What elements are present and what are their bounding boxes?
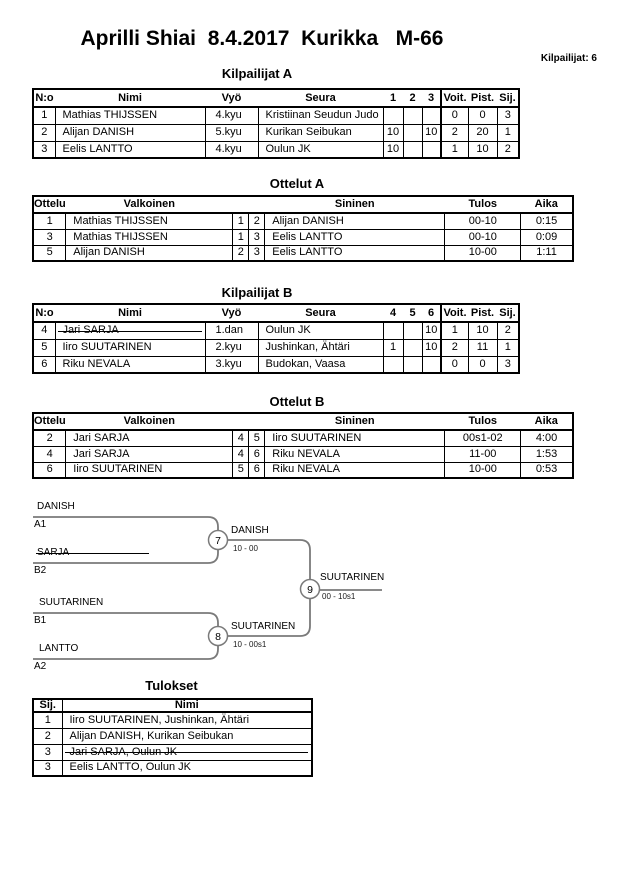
col-3: 3 <box>422 89 441 107</box>
white-name: Jari SARJA <box>66 446 233 462</box>
result-cell <box>383 322 403 339</box>
result-place: 3 <box>33 760 62 776</box>
table-row <box>33 446 573 462</box>
result-cell: 10 <box>422 124 441 141</box>
match-result: 00s1-02 <box>445 430 521 446</box>
result-cell <box>403 107 422 124</box>
competitor-belt: 4.kyu <box>205 141 258 158</box>
col-place: Sij. <box>497 304 519 322</box>
competitor-name: Eelis LANTTO <box>55 141 205 158</box>
competitor-no: 5 <box>33 339 55 356</box>
table-row <box>33 430 573 446</box>
col-name: Nimi <box>55 304 205 322</box>
blue-name: Iiro SUUTARINEN <box>265 430 445 446</box>
competitor-name: Mathias THIJSSEN <box>55 107 205 124</box>
table-row <box>33 462 573 478</box>
result-cell <box>403 339 422 356</box>
match-no: 2 <box>33 430 66 446</box>
col-club: Seura <box>258 304 383 322</box>
col-2: 2 <box>403 89 422 107</box>
results-header-row <box>33 699 312 712</box>
result-cell <box>422 356 441 373</box>
match-time: 0:53 <box>521 462 573 478</box>
col-6: 6 <box>422 304 441 322</box>
result-place: 2 <box>33 728 62 744</box>
wins-cell: 1 <box>441 141 468 158</box>
competitor-name: Riku NEVALA <box>55 356 205 373</box>
white-name: Mathias THIJSSEN <box>66 229 233 245</box>
white-no: 4 <box>233 430 249 446</box>
table-row <box>33 124 519 141</box>
pool-b-table <box>32 303 520 374</box>
competitors-count: Kilpailijat: 6 <box>540 53 597 64</box>
result-name: Alijan DANISH, Kurikan Seibukan <box>62 728 312 744</box>
col-name: Nimi <box>62 699 312 712</box>
result-cell <box>422 107 441 124</box>
blue-name: Eelis LANTTO <box>265 229 445 245</box>
col-points: Pist. <box>468 304 497 322</box>
blue-name: Riku NEVALA <box>265 446 445 462</box>
col-points: Pist. <box>468 89 497 107</box>
match-result: 00-10 <box>445 229 521 245</box>
col-belt: Vyö <box>205 304 258 322</box>
points-cell: 20 <box>468 124 497 141</box>
white-no: 1 <box>233 229 249 245</box>
place-cell: 2 <box>497 141 519 158</box>
blue-no: 3 <box>249 245 265 261</box>
white-name: Alijan DANISH <box>66 245 233 261</box>
bracket-winner-sf1: DANISH <box>231 525 269 536</box>
result-cell: 10 <box>383 124 403 141</box>
bracket-seed-name-struck: SARJA <box>37 547 630 558</box>
competitor-name: Iiro SUUTARINEN <box>55 339 205 356</box>
place-cell: 2 <box>497 322 519 339</box>
col-white-no <box>233 196 249 213</box>
white-name: Jari SARJA <box>66 430 233 446</box>
competitor-club: Oulun JK <box>258 322 383 339</box>
table-row <box>33 339 519 356</box>
white-name: Mathias THIJSSEN <box>66 213 233 229</box>
section-heading-pool-b: Kilpailijat B <box>221 285 293 300</box>
match-number: 9 <box>307 584 313 596</box>
match-time: 1:53 <box>521 446 573 462</box>
match-no: 1 <box>33 213 66 229</box>
match-no: 3 <box>33 229 66 245</box>
col-time: Aika <box>521 413 573 430</box>
table-row <box>33 213 573 229</box>
table-row <box>33 744 312 760</box>
points-cell: 10 <box>468 322 497 339</box>
result-cell: 10 <box>422 339 441 356</box>
white-no: 1 <box>233 213 249 229</box>
points-cell: 0 <box>468 107 497 124</box>
result-cell <box>403 356 422 373</box>
match-time: 0:15 <box>521 213 573 229</box>
match-number: 7 <box>215 535 221 547</box>
result-name-struck: Jari SARJA, Oulun JK <box>62 744 312 760</box>
blue-name: Alijan DANISH <box>265 213 445 229</box>
section-heading-matches-b: Ottelut B <box>269 394 325 409</box>
result-name: Iiro SUUTARINEN, Jushinkan, Ähtäri <box>62 712 312 728</box>
final-bracket-diagram <box>0 495 630 680</box>
table-row <box>33 229 573 245</box>
table-row <box>33 712 312 728</box>
match-no: 5 <box>33 245 66 261</box>
result-cell: 10 <box>422 322 441 339</box>
result-place: 3 <box>33 744 62 760</box>
bracket-seed-slot: A2 <box>34 661 47 672</box>
bracket-score-final: 00 - 10s1 <box>322 592 356 601</box>
col-club: Seura <box>258 89 383 107</box>
wins-cell: 1 <box>441 322 468 339</box>
blue-no: 2 <box>249 213 265 229</box>
section-heading-matches-a: Ottelut A <box>269 176 325 191</box>
competitor-belt: 4.kyu <box>205 107 258 124</box>
table-row <box>33 107 519 124</box>
match-time: 1:11 <box>521 245 573 261</box>
table-row <box>33 356 519 373</box>
col-time: Aika <box>521 196 573 213</box>
result-cell <box>403 322 422 339</box>
match-result: 10-00 <box>445 245 521 261</box>
result-cell <box>403 124 422 141</box>
points-cell: 10 <box>468 141 497 158</box>
matches-b-table <box>32 412 574 479</box>
col-name: Nimi <box>55 89 205 107</box>
competitor-no: 6 <box>33 356 55 373</box>
wins-cell: 2 <box>441 124 468 141</box>
col-blue-no <box>249 413 265 430</box>
matches-b-header-row <box>33 413 573 430</box>
competitor-no: 1 <box>33 107 55 124</box>
result-place: 1 <box>33 712 62 728</box>
white-no: 2 <box>233 245 249 261</box>
pool-a-header-row <box>33 89 519 107</box>
competitor-no: 2 <box>33 124 55 141</box>
col-wins: Voit. <box>441 304 468 322</box>
competitor-belt: 2.kyu <box>205 339 258 356</box>
bracket-winner-sf2: SUUTARINEN <box>231 621 296 632</box>
points-cell: 11 <box>468 339 497 356</box>
col-match: Ottelu <box>33 196 66 213</box>
result-cell <box>383 107 403 124</box>
white-no: 5 <box>233 462 249 478</box>
blue-no: 6 <box>249 446 265 462</box>
col-result: Tulos <box>445 196 521 213</box>
competitor-club: Oulun JK <box>258 141 383 158</box>
match-result: 11-00 <box>445 446 521 462</box>
competitor-belt: 1.dan <box>205 322 258 339</box>
competitor-club: Kristiinan Seudun Judo <box>258 107 383 124</box>
result-cell: 10 <box>383 141 403 158</box>
col-1: 1 <box>383 89 403 107</box>
match-no: 4 <box>33 446 66 462</box>
col-blue: Sininen <box>265 413 445 430</box>
competitor-no: 4 <box>33 322 55 339</box>
matches-a-header-row <box>33 196 573 213</box>
blue-name: Eelis LANTTO <box>265 245 445 261</box>
competitor-belt: 3.kyu <box>205 356 258 373</box>
wins-cell: 0 <box>441 107 468 124</box>
result-cell: 1 <box>383 339 403 356</box>
col-place: Sij. <box>33 699 62 712</box>
bracket-seed-slot: B1 <box>34 615 47 626</box>
competitor-name-struck: Jari SARJA <box>55 322 205 339</box>
place-cell: 1 <box>497 339 519 356</box>
col-blue: Sininen <box>265 196 445 213</box>
table-row <box>33 141 519 158</box>
bracket-seed-slot: B2 <box>34 565 47 576</box>
table-row <box>33 760 312 776</box>
result-name: Eelis LANTTO, Oulun JK <box>62 760 312 776</box>
competitor-club: Jushinkan, Ähtäri <box>258 339 383 356</box>
bracket-score-sf1: 10 - 00 <box>233 544 258 553</box>
match-number: 8 <box>215 631 221 643</box>
col-4: 4 <box>383 304 403 322</box>
place-cell: 1 <box>497 124 519 141</box>
col-result: Tulos <box>445 413 521 430</box>
col-white-no <box>233 413 249 430</box>
match-no: 6 <box>33 462 66 478</box>
competitor-club: Kurikan Seibukan <box>258 124 383 141</box>
col-belt: Vyö <box>205 89 258 107</box>
results-table <box>32 698 313 777</box>
bracket-score-sf2: 10 - 00s1 <box>233 640 267 649</box>
table-row <box>33 245 573 261</box>
white-no: 4 <box>233 446 249 462</box>
white-name: Iiro SUUTARINEN <box>66 462 233 478</box>
pool-a-table <box>32 88 520 159</box>
section-heading-results: Tulokset <box>145 678 198 693</box>
col-no: N:o <box>33 89 55 107</box>
wins-cell: 2 <box>441 339 468 356</box>
place-cell: 3 <box>497 356 519 373</box>
bracket-seed-name: SUUTARINEN <box>39 597 104 608</box>
competitor-belt: 5.kyu <box>205 124 258 141</box>
blue-no: 3 <box>249 229 265 245</box>
match-time: 0:09 <box>521 229 573 245</box>
page-title: Aprilli Shiai 8.4.2017 Kurikka M-66 <box>80 27 444 50</box>
section-heading-pool-a: Kilpailijat A <box>221 66 293 81</box>
col-blue-no <box>249 196 265 213</box>
wins-cell: 0 <box>441 356 468 373</box>
bracket-seed-name: LANTTO <box>39 643 79 654</box>
bracket-seed-name: DANISH <box>37 501 75 512</box>
blue-no: 5 <box>249 430 265 446</box>
table-row <box>33 728 312 744</box>
col-white: Valkoinen <box>66 413 233 430</box>
match-time: 4:00 <box>521 430 573 446</box>
col-match: Ottelu <box>33 413 66 430</box>
col-5: 5 <box>403 304 422 322</box>
pool-b-header-row <box>33 304 519 322</box>
col-place: Sij. <box>497 89 519 107</box>
points-cell: 0 <box>468 356 497 373</box>
blue-no: 6 <box>249 462 265 478</box>
match-result: 10-00 <box>445 462 521 478</box>
bracket-seed-slot: A1 <box>34 519 47 530</box>
blue-name: Riku NEVALA <box>265 462 445 478</box>
place-cell: 3 <box>497 107 519 124</box>
table-row <box>33 322 519 339</box>
result-cell <box>422 141 441 158</box>
matches-a-table <box>32 195 574 262</box>
competitor-no: 3 <box>33 141 55 158</box>
col-no: N:o <box>33 304 55 322</box>
result-cell <box>403 141 422 158</box>
match-result: 00-10 <box>445 213 521 229</box>
bracket-winner-final: SUUTARINEN <box>320 572 385 583</box>
competitor-name: Alijan DANISH <box>55 124 205 141</box>
col-white: Valkoinen <box>66 196 233 213</box>
col-wins: Voit. <box>441 89 468 107</box>
competitor-club: Budokan, Vaasa <box>258 356 383 373</box>
result-cell <box>383 356 403 373</box>
